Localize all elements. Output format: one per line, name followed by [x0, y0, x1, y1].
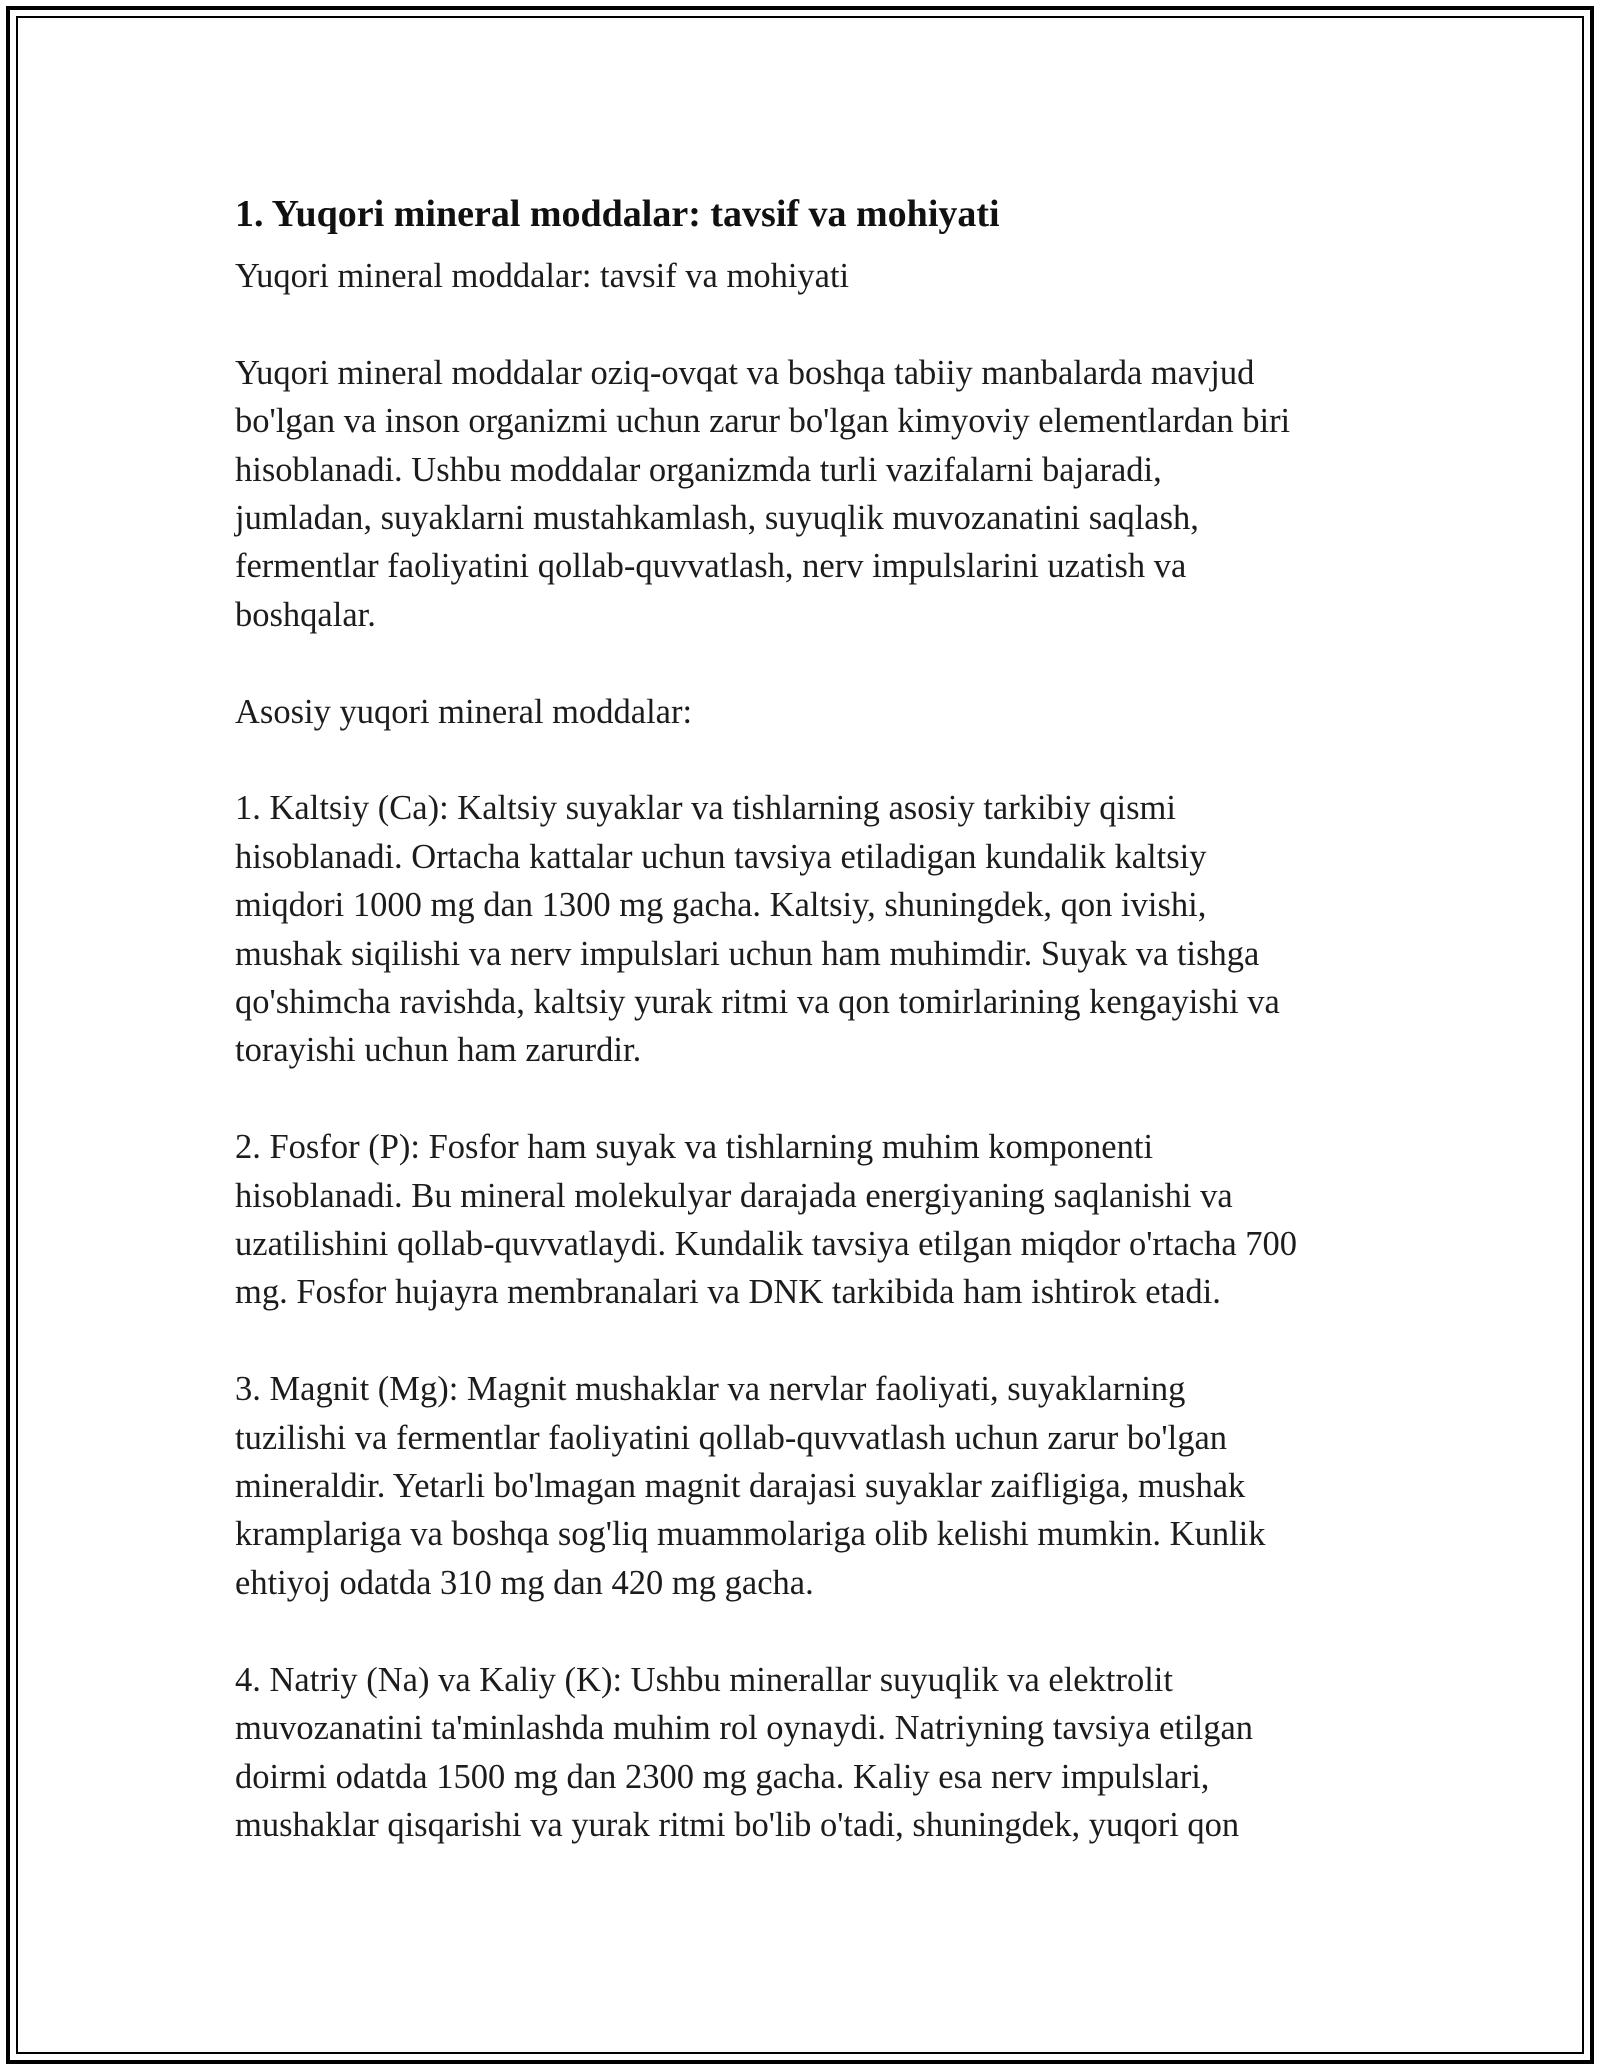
item-line: hisoblanadi. Bu mineral molekulyar darajada energiyaning saqlanishi va	[235, 1176, 1233, 1215]
item-line: mushaklar qisqarishi va yurak ritmi bo'lib o'tadi, shuningdek, yuqori qon	[235, 1805, 1240, 1844]
item-line: tuzilishi va fermentlar faoliyatini qollab-quvvatlash uchun zarur bo'lgan	[235, 1418, 1228, 1457]
item-line: muvozanatini ta'minlashda muhim rol oynaydi. Natriyning tavsiya etilgan	[235, 1709, 1254, 1748]
intro-line: fermentlar faoliyatini qollab-quvvatlash, nerv impulslarini uzatish va	[235, 547, 1187, 586]
item-line: hisoblanadi. Ortacha kattalar uchun tavsiya etiladigan kundalik kaltsiy	[235, 837, 1207, 876]
item-line: 4. Natriy (Na) va Kaliy (K): Ushbu minerallar suyuqlik va elektrolit	[235, 1660, 1173, 1699]
item-line: 2. Fosfor (P): Fosfor ham suyak va tishlarning muhim komponenti	[235, 1128, 1154, 1167]
item-line: uzatilishini qollab-quvvatlaydi. Kundalik tavsiya etilgan miqdor o'rtacha 700	[235, 1225, 1298, 1264]
item-line: 3. Magnit (Mg): Magnit mushaklar va nervlar faoliyati, suyaklarning	[235, 1370, 1186, 1409]
intro-line: Yuqori mineral moddalar oziq-ovqat va boshqa tabiiy manbalarda mavjud	[235, 353, 1255, 392]
mineral-item-magnesium	[235, 1365, 1385, 1607]
mineral-item-calcium	[235, 784, 1385, 1074]
item-line: mushak siqilishi va nerv impulslari uchun ham muhimdir. Suyak va tishga	[235, 934, 1260, 973]
intro-paragraph	[235, 349, 1385, 639]
item-line: miqdori 1000 mg dan 1300 mg gacha. Kaltsiy, shuningdek, qon ivishi,	[235, 886, 1207, 925]
intro-line: boshqalar.	[235, 595, 376, 634]
item-line: mineraldir. Yetarli bo'lmagan magnit darajasi suyaklar zaifligiga, mushak	[235, 1467, 1246, 1506]
item-line: mg. Fosfor hujayra membranalari va DNK tarkibida ham ishtirok etadi.	[235, 1273, 1221, 1312]
mineral-item-sodium-potassium	[235, 1656, 1385, 1850]
item-line: kramplariga va boshqa sog'liq muammolariga olib kelishi mumkin. Kunlik	[235, 1515, 1266, 1554]
document-title: 1. Yuqori mineral moddalar: tavsif va mohiyati	[235, 193, 1000, 235]
item-line: ehtiyoj odatda 310 mg dan 420 mg gacha.	[235, 1563, 814, 1602]
intro-line: jumladan, suyaklarni mustahkamlash, suyuqlik muvozanatini saqlash,	[235, 499, 1199, 538]
intro-line: hisoblanadi. Ushbu moddalar organizmda turli vazifalarni bajaradi,	[235, 450, 1162, 489]
item-line: 1. Kaltsiy (Ca): Kaltsiy suyaklar va tishlarning asosiy tarkibiy qismi	[235, 789, 1176, 828]
item-line: torayishi uchun ham zarurdir.	[235, 1031, 642, 1070]
document-body	[235, 186, 1385, 1849]
document-subtitle: Yuqori mineral moddalar: tavsif va mohiyati	[235, 257, 850, 295]
item-line: qo'shimcha ravishda, kaltsiy yurak ritmi va qon tomirlarining kengayishi va	[235, 983, 1280, 1022]
item-line: doirmi odatda 1500 mg dan 2300 mg gacha. Kaliy esa nerv impulslari,	[235, 1757, 1210, 1796]
intro-line: bo'lgan va inson organizmi uchun zarur bo'lgan kimyoviy elementlardan biri	[235, 402, 1291, 441]
list-heading: Asosiy yuqori mineral moddalar:	[235, 692, 693, 731]
mineral-item-phosphorus	[235, 1123, 1385, 1317]
